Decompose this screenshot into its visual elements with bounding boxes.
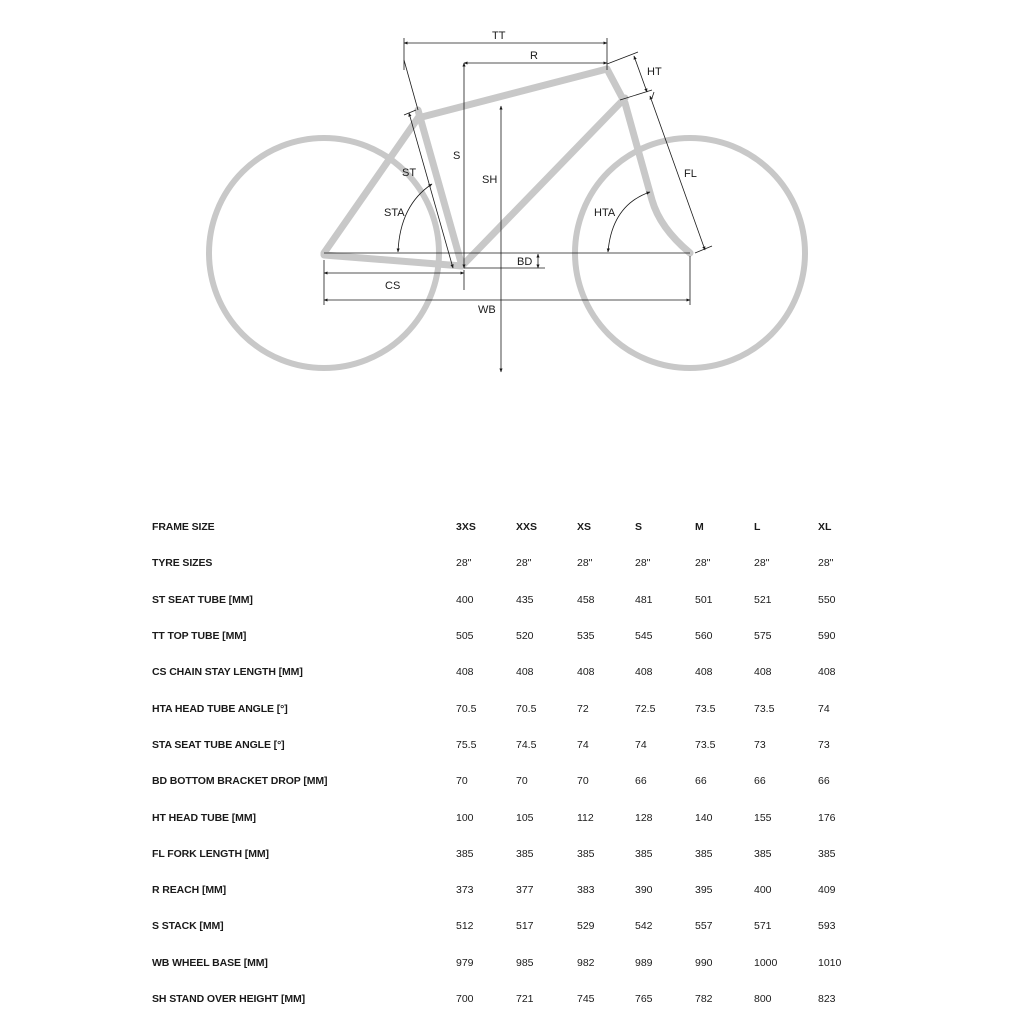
table-cell: 557 [695, 920, 713, 933]
geometry-table [152, 509, 872, 1017]
st-dimension-line [409, 113, 453, 268]
table-cell: 990 [695, 956, 713, 969]
table-row [152, 836, 872, 872]
table-cell: 435 [516, 593, 534, 606]
geometry-table-body [152, 509, 872, 1017]
table-row [152, 872, 872, 908]
table-cell: 782 [695, 993, 713, 1005]
table-cell: 529 [577, 920, 595, 933]
row-label: TYRE SIZES [152, 557, 213, 570]
table-row [152, 545, 872, 581]
row-label: STA SEAT TUBE ANGLE [°] [152, 738, 285, 751]
table-cell: 989 [635, 956, 653, 969]
table-cell: 982 [577, 956, 595, 969]
hta-angle-arc [608, 192, 650, 252]
table-cell: 395 [695, 884, 713, 897]
sh-label: SH [482, 174, 498, 186]
table-cell: 385 [695, 847, 713, 860]
ht-dimension-line [634, 56, 647, 92]
table-cell: 28" [818, 557, 834, 570]
size-header: XXS [516, 521, 538, 534]
table-cell: 66 [754, 775, 766, 788]
table-cell: 383 [577, 884, 595, 897]
table-cell: 560 [695, 630, 713, 643]
table-cell: 70.5 [516, 702, 537, 715]
table-cell: 550 [818, 593, 836, 606]
table-row [152, 690, 872, 726]
table-cell: 408 [635, 666, 653, 679]
top-tube [418, 69, 607, 118]
row-label: HTA HEAD TUBE ANGLE [°] [152, 702, 288, 715]
wb-label: WB [478, 304, 496, 316]
table-cell: 408 [695, 666, 713, 679]
table-cell: 700 [456, 993, 474, 1005]
table-cell: 66 [695, 775, 707, 788]
table-cell: 66 [635, 775, 647, 788]
table-row [152, 981, 872, 1017]
size-header: 3XS [456, 521, 476, 534]
row-label: SH STAND OVER HEIGHT [MM] [152, 993, 306, 1005]
size-header: XS [577, 521, 592, 534]
table-cell: 28" [635, 557, 651, 570]
table-cell: 1000 [754, 956, 778, 969]
table-cell: 501 [695, 593, 713, 606]
table-cell: 535 [577, 630, 595, 643]
header-label: FRAME SIZE [152, 521, 215, 534]
head-tube [607, 69, 625, 103]
size-header: S [635, 521, 643, 534]
table-cell: 1010 [818, 956, 842, 969]
table-cell: 521 [754, 593, 772, 606]
row-label: HT HEAD TUBE [MM] [152, 811, 256, 824]
table-row [152, 799, 872, 835]
table-cell: 408 [577, 666, 595, 679]
size-header: M [695, 521, 704, 534]
table-row [152, 654, 872, 690]
table-cell: 70.5 [456, 702, 477, 715]
fl-label: FL [684, 168, 697, 180]
table-cell: 408 [516, 666, 534, 679]
table-cell: 400 [456, 593, 474, 606]
table-cell: 593 [818, 920, 836, 933]
bd-label: BD [517, 256, 533, 268]
table-cell: 571 [754, 920, 772, 933]
size-header: XL [818, 521, 832, 534]
row-label: ST SEAT TUBE [MM] [152, 593, 253, 606]
table-cell: 66 [818, 775, 830, 788]
table-cell: 73 [818, 738, 830, 751]
table-row [152, 618, 872, 654]
table-cell: 70 [577, 775, 589, 788]
table-cell: 73.5 [754, 702, 775, 715]
table-row [152, 763, 872, 799]
sta-label: STA [384, 207, 405, 219]
table-row [152, 582, 872, 618]
table-cell: 155 [754, 811, 772, 824]
fork [625, 103, 690, 253]
table-cell: 112 [577, 811, 594, 824]
table-cell: 28" [695, 557, 711, 570]
table-cell: 176 [818, 811, 836, 824]
s-label: S [453, 150, 461, 162]
table-cell: 408 [818, 666, 836, 679]
table-row [152, 908, 872, 944]
table-cell: 385 [818, 847, 836, 860]
table-cell: 385 [577, 847, 595, 860]
table-cell: 800 [754, 993, 772, 1005]
table-cell: 73 [754, 738, 766, 751]
table-cell: 408 [754, 666, 772, 679]
table-cell: 481 [635, 593, 653, 606]
table-cell: 72.5 [635, 702, 656, 715]
table-cell: 377 [516, 884, 534, 897]
row-label: WB WHEEL BASE [MM] [152, 956, 268, 969]
cs-label: CS [385, 280, 401, 292]
ht-label: HT [647, 66, 662, 78]
row-label: S STACK [MM] [152, 920, 224, 933]
row-label: CS CHAIN STAY LENGTH [MM] [152, 666, 303, 679]
table-cell: 765 [635, 993, 653, 1005]
table-cell: 28" [456, 557, 472, 570]
table-cell: 74 [577, 738, 589, 751]
size-header: L [754, 521, 761, 534]
row-label: FL FORK LENGTH [MM] [152, 847, 269, 860]
table-cell: 74 [635, 738, 647, 751]
table-cell: 373 [456, 884, 474, 897]
st-label: ST [402, 167, 417, 179]
table-row [152, 945, 872, 981]
table-cell: 385 [516, 847, 534, 860]
table-cell: 75.5 [456, 738, 477, 751]
table-cell: 517 [516, 920, 534, 933]
table-cell: 70 [456, 775, 468, 788]
table-cell: 505 [456, 630, 474, 643]
table-cell: 72 [577, 702, 589, 715]
table-cell: 409 [818, 884, 836, 897]
table-cell: 73.5 [695, 702, 716, 715]
table-cell: 542 [635, 920, 653, 933]
table-cell: 385 [754, 847, 772, 860]
table-cell: 385 [456, 847, 474, 860]
table-cell: 100 [456, 811, 474, 824]
r-label: R [530, 50, 538, 62]
row-label: TT TOP TUBE [MM] [152, 630, 247, 643]
table-cell: 74.5 [516, 738, 537, 751]
table-cell: 28" [754, 557, 770, 570]
table-cell: 73.5 [695, 738, 716, 751]
row-label: BD BOTTOM BRACKET DROP [MM] [152, 775, 328, 788]
table-cell: 140 [695, 811, 713, 824]
table-cell: 512 [456, 920, 474, 933]
table-cell: 70 [516, 775, 528, 788]
tt-label: TT [492, 30, 506, 42]
table-cell: 28" [577, 557, 593, 570]
table-cell: 105 [516, 811, 534, 824]
table-cell: 745 [577, 993, 595, 1005]
table-cell: 28" [516, 557, 532, 570]
table-cell: 823 [818, 993, 836, 1005]
table-cell: 545 [635, 630, 653, 643]
table-cell: 575 [754, 630, 772, 643]
table-cell: 408 [456, 666, 474, 679]
table-cell: 400 [754, 884, 772, 897]
table-cell: 985 [516, 956, 534, 969]
table-cell: 128 [635, 811, 653, 824]
frame [324, 69, 690, 266]
table-cell: 74 [818, 702, 830, 715]
hta-label: HTA [594, 207, 616, 219]
table-cell: 979 [456, 956, 474, 969]
table-header-row [152, 509, 872, 545]
bike-geometry-diagram [0, 0, 1024, 400]
table-cell: 385 [635, 847, 653, 860]
table-cell: 390 [635, 884, 653, 897]
table-cell: 520 [516, 630, 534, 643]
table-cell: 590 [818, 630, 836, 643]
table-cell: 721 [516, 993, 534, 1005]
row-label: R REACH [MM] [152, 884, 227, 897]
table-cell: 458 [577, 593, 595, 606]
table-row [152, 727, 872, 763]
